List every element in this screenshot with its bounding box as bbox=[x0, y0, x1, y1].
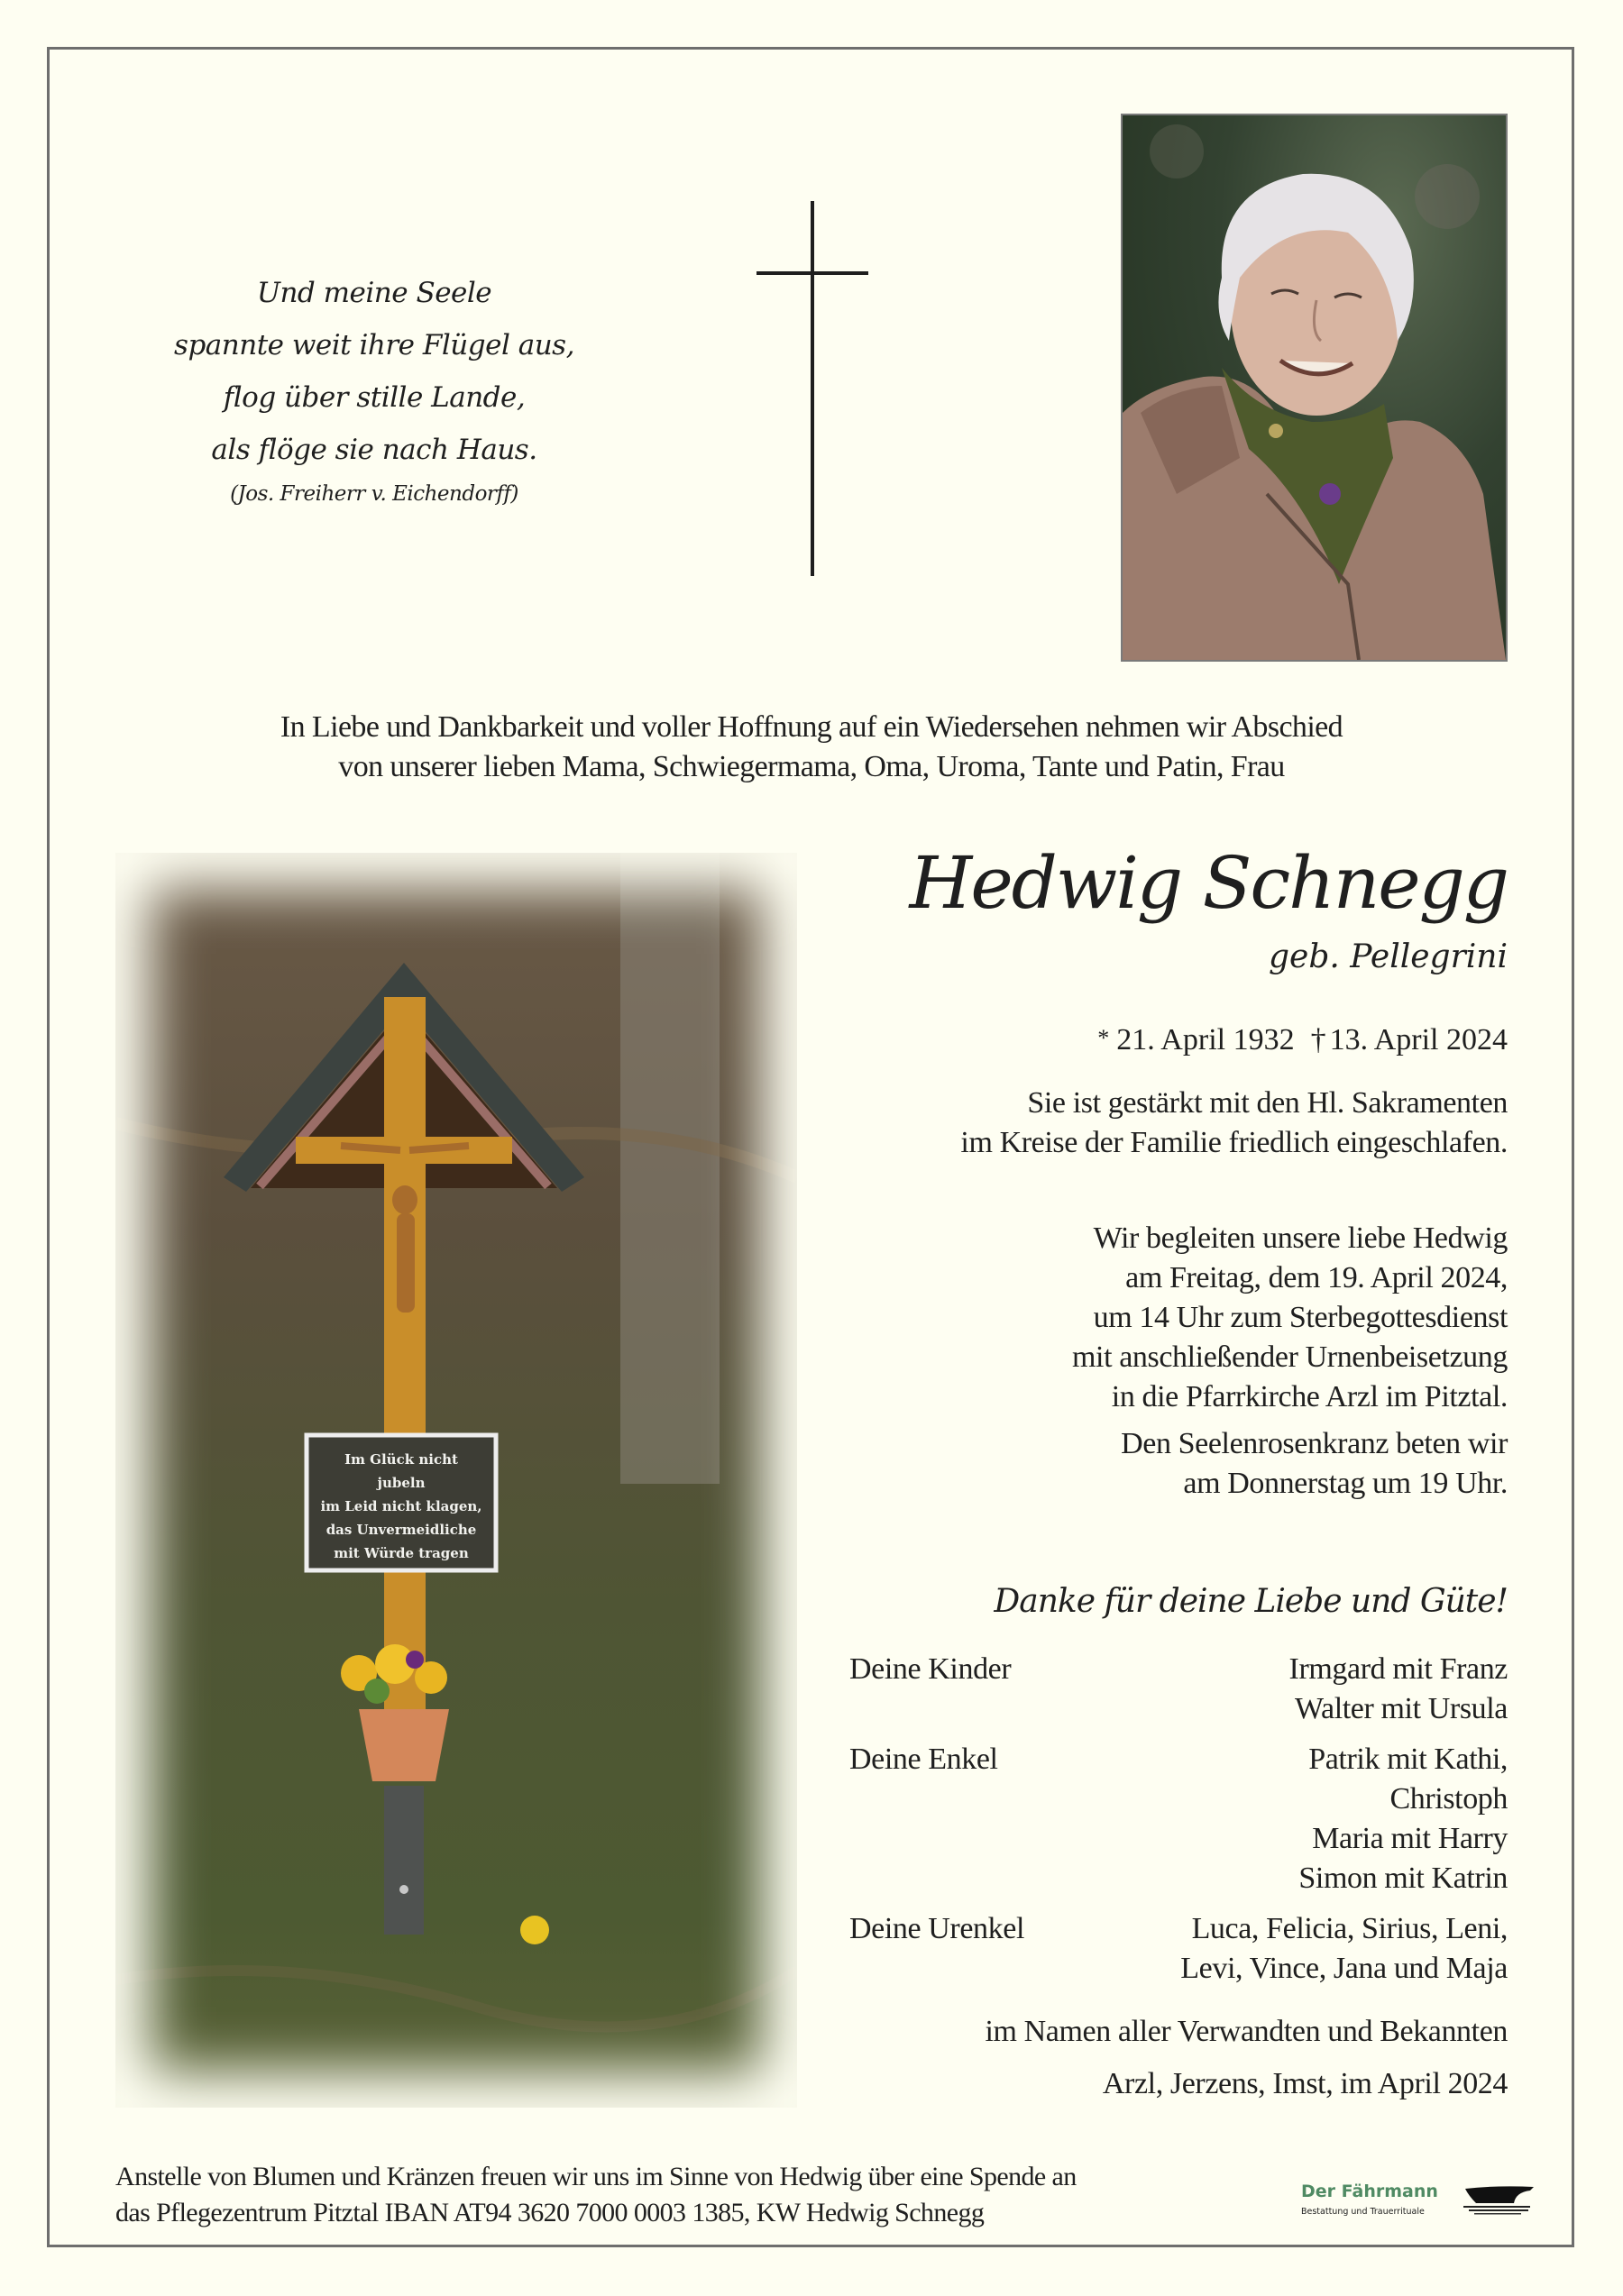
intro-line: In Liebe und Dankbarkeit und voller Hoffnung auf ein Wiedersehen nehmen wir Abschied bbox=[280, 710, 1343, 744]
funeral-line: am Freitag, dem 19. April 2024, bbox=[1125, 1261, 1508, 1294]
poem bbox=[135, 267, 613, 512]
family-group-enkel bbox=[849, 1740, 1508, 1898]
poem-line: Und meine Seele bbox=[256, 277, 492, 309]
cross-vertical-bar bbox=[811, 201, 814, 576]
family-name: Simon mit Katrin bbox=[1298, 1861, 1508, 1895]
birth-date: 21. April 1932 bbox=[1116, 1023, 1295, 1057]
portrait-photo bbox=[1121, 114, 1508, 662]
family-name: Irmgard mit Franz bbox=[1288, 1652, 1508, 1686]
funeral-home-logo bbox=[1301, 2182, 1527, 2236]
sign-line: Im Glück nicht jubeln bbox=[344, 1451, 458, 1491]
family-name: Luca, Felicia, Sirius, Leni, bbox=[1191, 1912, 1508, 1945]
rosary-line: am Donnerstag um 19 Uhr. bbox=[1183, 1467, 1508, 1500]
logo-brand: Der Fährmann bbox=[1301, 2182, 1438, 2201]
donation-line: das Pflegezentrum Pitztal IBAN AT94 3620 7000 0003 1385, KW Hedwig Schnegg bbox=[115, 2198, 985, 2227]
donation-note bbox=[115, 2159, 1242, 2231]
poem-line: als flöge sie nach Haus. bbox=[211, 434, 537, 466]
birth-star-icon: * bbox=[1097, 1025, 1110, 1051]
family-label: Deine Enkel bbox=[849, 1743, 998, 1776]
rosary-details bbox=[822, 1424, 1508, 1504]
wayside-cross-photo bbox=[115, 853, 797, 2108]
intro-text bbox=[108, 708, 1515, 787]
family-names bbox=[1180, 1909, 1508, 1989]
rosary-line: Den Seelenrosenkranz beten wir bbox=[1121, 1427, 1508, 1460]
intro-line: von unserer lieben Mama, Schwiegermama, Oma, Uroma, Tante und Patin, Frau bbox=[338, 750, 1285, 783]
family-name: Levi, Vince, Jana und Maja bbox=[1180, 1952, 1508, 1985]
family-group-kinder bbox=[849, 1650, 1508, 1729]
poem-attribution: (Jos. Freiherr v. Eichendorff) bbox=[230, 482, 518, 506]
family-label: Deine Urenkel bbox=[849, 1912, 1024, 1945]
sign-line: im Leid nicht klagen, bbox=[320, 1498, 482, 1514]
funeral-details bbox=[822, 1219, 1508, 1417]
boat-icon bbox=[1462, 2183, 1536, 2219]
poem-line: spannte weit ihre Flügel aus, bbox=[174, 329, 574, 361]
death-cross-icon: † bbox=[1310, 1023, 1326, 1057]
family-label: Deine Kinder bbox=[849, 1652, 1012, 1686]
sign-line: mit Würde tragen bbox=[334, 1545, 469, 1561]
deceased-name: Hedwig Schnegg bbox=[909, 841, 1508, 925]
funeral-line: mit anschließender Urnenbeisetzung bbox=[1071, 1340, 1508, 1374]
funeral-line: in die Pfarrkirche Arzl im Pitztal. bbox=[1111, 1380, 1508, 1413]
sign-line: das Unvermeidliche bbox=[326, 1522, 477, 1538]
family-names bbox=[1289, 1650, 1508, 1729]
family-name: Patrik mit Kathi, bbox=[1308, 1743, 1508, 1776]
closing-relatives: im Namen aller Verwandten und Bekannten bbox=[985, 2015, 1508, 2048]
portrait-illustration bbox=[1123, 115, 1506, 660]
funeral-line: Wir begleiten unsere liebe Hedwig bbox=[1093, 1221, 1508, 1255]
family-name: Walter mit Ursula bbox=[1295, 1692, 1508, 1725]
family-group-urenkel bbox=[849, 1909, 1508, 1989]
family-list bbox=[849, 1650, 1508, 1999]
cross-horizontal-bar bbox=[756, 271, 868, 275]
photo-vignette bbox=[115, 853, 797, 2108]
thanks-heading: Danke für deine Liebe und Güte! bbox=[994, 1583, 1508, 1620]
maiden-name: geb. Pellegrini bbox=[1269, 938, 1508, 975]
family-names bbox=[1298, 1740, 1508, 1898]
funeral-line: um 14 Uhr zum Sterbegottesdienst bbox=[1093, 1301, 1508, 1334]
life-dates bbox=[822, 1019, 1508, 1060]
death-date: 13. April 2024 bbox=[1329, 1023, 1508, 1057]
logo-tagline: Bestattung und Trauerrituale bbox=[1301, 2207, 1425, 2217]
family-name: Christoph bbox=[1389, 1782, 1508, 1816]
family-name: Maria mit Harry bbox=[1312, 1822, 1508, 1855]
sacraments-line: im Kreise der Familie friedlich eingeschlafen. bbox=[960, 1126, 1508, 1159]
sacraments-line: Sie ist gestärkt mit den Hl. Sakramenten bbox=[1027, 1086, 1508, 1120]
sacraments-text bbox=[822, 1084, 1508, 1163]
closing-place-date: Arzl, Jerzens, Imst, im April 2024 bbox=[1102, 2067, 1508, 2100]
poem-line: flog über stille Lande, bbox=[223, 381, 526, 414]
donation-line: Anstelle von Blumen und Kränzen freuen wir uns im Sinne von Hedwig über eine Spende an bbox=[115, 2162, 1077, 2191]
